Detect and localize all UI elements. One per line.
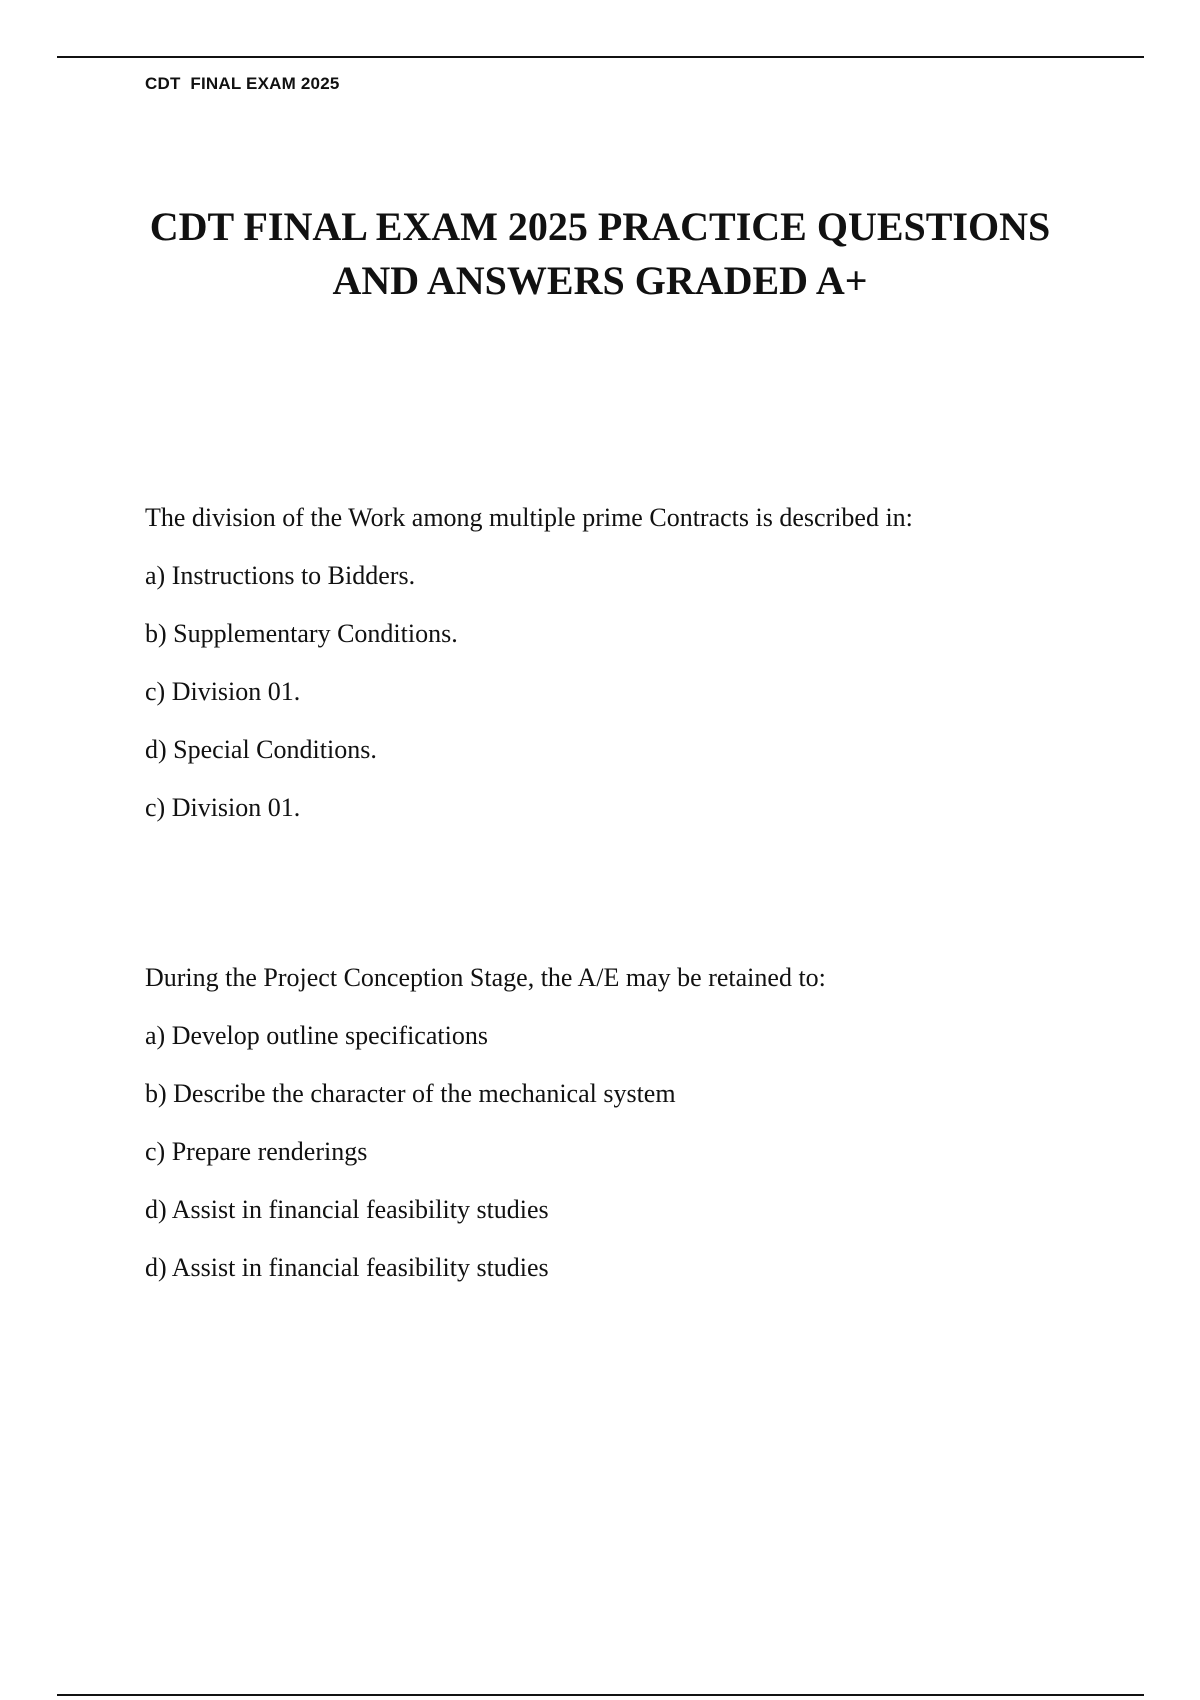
answer-option-d: d) Special Conditions.	[145, 735, 377, 764]
answer-option-c: c) Prepare renderings	[145, 1137, 368, 1166]
document-title	[100, 200, 1100, 308]
correct-answer: d) Assist in financial feasibility studies	[145, 1253, 549, 1282]
answer-option-c: c) Division 01.	[145, 677, 301, 706]
question-prompt: The division of the Work among multiple prime Contracts is described in:	[145, 503, 913, 532]
answer-option-b: b) Supplementary Conditions.	[145, 619, 458, 648]
question-block-2	[145, 962, 1095, 1310]
document-title-line-2: AND ANSWERS GRADED A+	[332, 258, 868, 303]
question-prompt: During the Project Conception Stage, the A/E may be retained to:	[145, 963, 826, 992]
correct-answer: c) Division 01.	[145, 793, 301, 822]
footer-divider	[57, 1694, 1144, 1696]
document-title-line-1: CDT FINAL EXAM 2025 PRACTICE QUESTIONS	[149, 204, 1051, 249]
answer-option-a: a) Develop outline specifications	[145, 1021, 488, 1050]
question-block-1	[145, 502, 1095, 850]
answer-option-b: b) Describe the character of the mechanical system	[145, 1079, 676, 1108]
running-header: CDT FINAL EXAM 2025	[145, 74, 340, 93]
answer-option-d: d) Assist in financial feasibility studies	[145, 1195, 549, 1224]
header-divider	[57, 56, 1144, 58]
answer-option-a: a) Instructions to Bidders.	[145, 561, 416, 590]
